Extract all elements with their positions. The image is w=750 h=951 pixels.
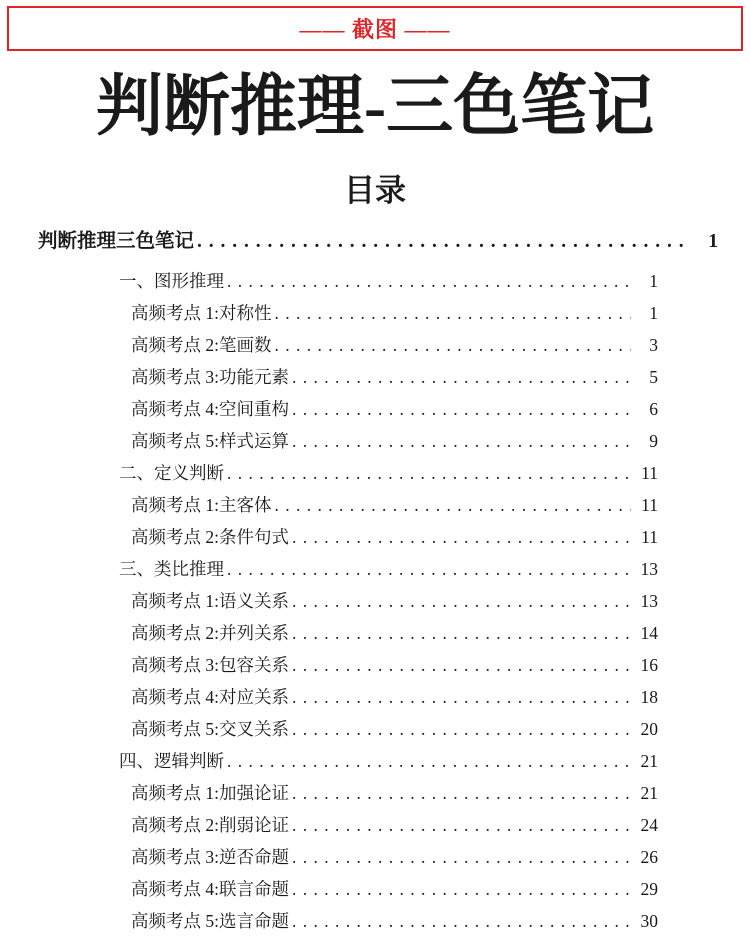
toc-dot-leader [275, 489, 632, 521]
toc-entry-page: 11 [641, 463, 658, 483]
toc-dot-leader [227, 553, 631, 585]
toc-entry[interactable] [131, 617, 658, 649]
toc-entry[interactable] [38, 223, 718, 260]
toc-entry[interactable] [131, 425, 658, 457]
toc-entry[interactable] [131, 713, 658, 745]
toc-entry[interactable] [119, 457, 658, 489]
toc-entry-label: 高频考点 3:功能元素 [131, 367, 289, 387]
toc-entry-page: 21 [640, 783, 658, 803]
toc-entry-page: 13 [640, 591, 658, 611]
toc-dot-leader [292, 425, 631, 457]
toc-entry-page: 29 [640, 879, 658, 899]
toc-entry[interactable] [131, 777, 658, 809]
toc-entry-page: 24 [640, 815, 658, 835]
toc-entry-label: 高频考点 2:削弱论证 [131, 815, 289, 835]
toc-entry[interactable] [131, 297, 658, 329]
toc-entry-page: 1 [649, 303, 658, 323]
toc-entry[interactable] [131, 681, 658, 713]
toc-entry-page: 3 [649, 335, 658, 355]
toc-dot-leader [227, 265, 631, 297]
toc-entry[interactable] [131, 521, 658, 553]
toc-entry[interactable] [131, 393, 658, 425]
toc-entry[interactable] [131, 329, 658, 361]
toc-heading: 目录 [344, 173, 406, 208]
toc-entry[interactable] [131, 873, 658, 905]
toc-dot-leader [292, 649, 631, 681]
toc-dot-leader [292, 841, 631, 873]
screenshot-banner-label: —— 截图 —— [299, 17, 451, 42]
toc-entry-label: 高频考点 1:语义关系 [131, 591, 289, 611]
toc-entry-label: 高频考点 4:联言命题 [131, 879, 289, 899]
toc-entry-page: 20 [640, 719, 658, 739]
toc-entry-label: 高频考点 5:选言命题 [131, 911, 289, 931]
toc-dot-leader [227, 457, 631, 489]
toc-entry-page: 1 [649, 271, 658, 291]
toc-entry-page: 9 [649, 431, 658, 451]
toc-entry-label: 高频考点 1:主客体 [131, 495, 272, 515]
toc-dot-leader [227, 745, 631, 777]
table-of-contents [0, 223, 750, 937]
toc-dot-leader [292, 585, 631, 617]
toc-entry[interactable] [131, 841, 658, 873]
toc-dot-leader [275, 297, 632, 329]
toc-entry-label: 高频考点 1:加强论证 [131, 783, 289, 803]
toc-entry-page: 18 [640, 687, 658, 707]
toc-entry[interactable] [119, 745, 658, 777]
toc-entry-page: 11 [641, 527, 658, 547]
toc-entry-label: 高频考点 5:交叉关系 [131, 719, 289, 739]
toc-dot-leader [292, 809, 631, 841]
toc-dot-leader [292, 905, 631, 937]
toc-entry-page: 14 [640, 623, 658, 643]
toc-entry[interactable] [131, 361, 658, 393]
toc-entry-page: 6 [649, 399, 658, 419]
toc-entry-page: 30 [640, 911, 658, 931]
toc-entry-label: 高频考点 4:对应关系 [131, 687, 289, 707]
toc-entry-page: 21 [640, 751, 658, 771]
toc-entry[interactable] [131, 649, 658, 681]
toc-entry-label: 二、定义判断 [119, 463, 224, 483]
toc-dot-leader [292, 873, 631, 905]
toc-entry-page: 26 [640, 847, 658, 867]
toc-dot-leader [292, 521, 631, 553]
toc-entry[interactable] [119, 553, 658, 585]
toc-entry-label: 高频考点 2:笔画数 [131, 335, 272, 355]
screenshot-banner [7, 6, 743, 51]
toc-dot-leader [292, 681, 631, 713]
toc-entry-page: 1 [708, 231, 718, 252]
toc-entry-label: 高频考点 5:样式运算 [131, 431, 289, 451]
toc-entry[interactable] [119, 265, 658, 297]
toc-entry-label: 高频考点 1:对称性 [131, 303, 272, 323]
toc-entry-page: 5 [649, 367, 658, 387]
toc-entry[interactable] [131, 905, 658, 937]
toc-entry-page: 11 [641, 495, 658, 515]
toc-entry-label: 高频考点 3:逆否命题 [131, 847, 289, 867]
toc-entry-page: 13 [640, 559, 658, 579]
toc-entry[interactable] [131, 809, 658, 841]
toc-dot-leader [292, 393, 631, 425]
toc-entry-label: 高频考点 2:并列关系 [131, 623, 289, 643]
toc-dot-leader [292, 713, 631, 745]
toc-entry-page: 16 [640, 655, 658, 675]
toc-entry[interactable] [131, 489, 658, 521]
toc-entry-label: 高频考点 4:空间重构 [131, 399, 289, 419]
toc-dot-leader [197, 223, 691, 260]
toc-entry-label: 一、图形推理 [119, 271, 224, 291]
toc-dot-leader [292, 777, 631, 809]
toc-entry[interactable] [131, 585, 658, 617]
toc-entry-label: 高频考点 2:条件句式 [131, 527, 289, 547]
toc-dot-leader [292, 617, 631, 649]
toc-entry-label: 三、类比推理 [119, 559, 224, 579]
document-title: 判断推理-三色笔记 [95, 70, 655, 144]
toc-dot-leader [292, 361, 631, 393]
toc-dot-leader [275, 329, 632, 361]
toc-entry-label: 判断推理三色笔记 [38, 231, 195, 252]
toc-entry-label: 四、逻辑判断 [119, 751, 224, 771]
toc-entry-label: 高频考点 3:包容关系 [131, 655, 289, 675]
